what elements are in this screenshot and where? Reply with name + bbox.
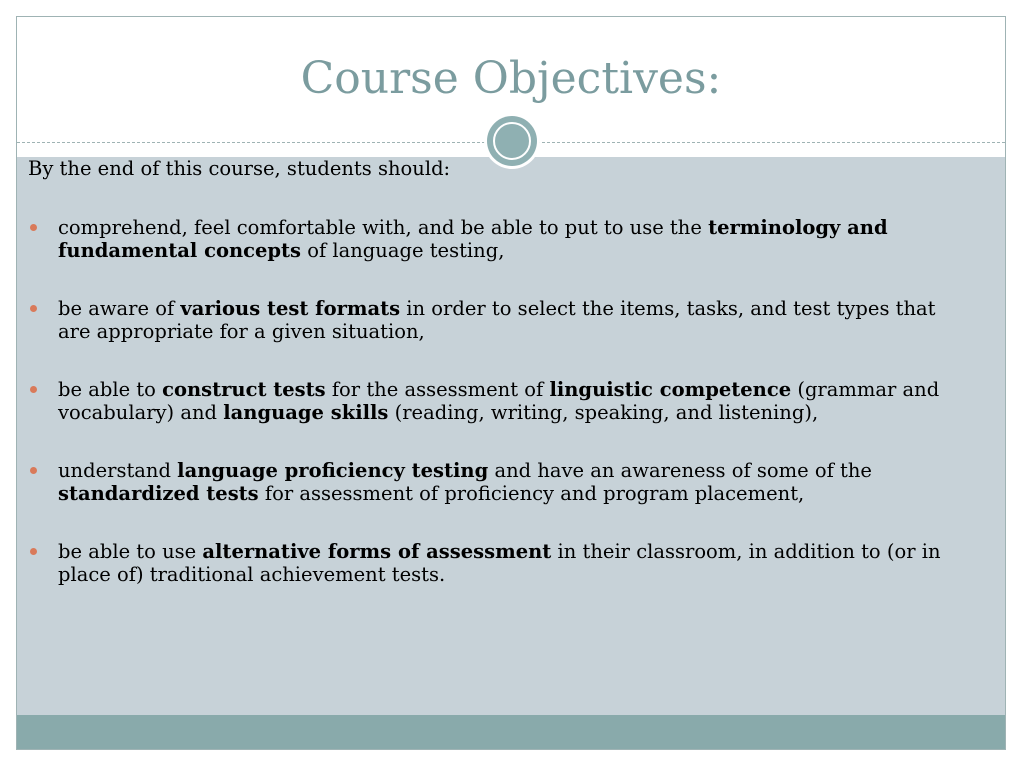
list-item: [28, 216, 960, 262]
list-item: [28, 297, 960, 343]
ring-inner: [493, 122, 531, 160]
bullet-dot-icon: [30, 305, 37, 312]
footer-bar: [17, 715, 1005, 750]
intro-text: By the end of this course, students should:: [28, 157, 451, 180]
bullet-text-part: for the assessment of: [325, 378, 550, 401]
bullet-text-part: be able to: [58, 378, 163, 401]
bullet-dot-icon: [30, 548, 37, 555]
bullet-text-part: (reading, writing, speaking, and listening),: [388, 401, 819, 424]
ring-outer: [487, 116, 537, 166]
bullet-text-part: in order to select the items, tasks, and test types that are appropriate for a given situation,: [58, 297, 936, 343]
circle-ring-icon: [484, 113, 540, 169]
bullet-text-part: be able to use: [58, 540, 203, 563]
slide-title: Course Objectives:: [300, 53, 722, 104]
bullet-text-part: comprehend, feel comfortable with, and be able to put to use the: [58, 216, 709, 239]
bullet-emphasis: various test formats: [180, 297, 401, 320]
bullet-emphasis: terminology and fundamental concepts: [58, 216, 888, 262]
bullet-dot-icon: [30, 224, 37, 231]
bullet-text-part: understand: [58, 459, 178, 482]
bullet-text-part: for assessment of proficiency and program placement,: [258, 482, 805, 505]
bullet-text-part: be aware of: [58, 297, 181, 320]
bullet-text-part: (grammar and vocabulary) and: [58, 378, 940, 424]
bullet-emphasis: standardized tests: [58, 482, 259, 505]
list-item: [28, 459, 960, 505]
bullet-emphasis: construct tests: [162, 378, 326, 401]
bullet-text-part: in their classroom, in addition to (or in place of) traditional achievement tests.: [58, 540, 941, 586]
bullet-emphasis: alternative forms of assessment: [202, 540, 552, 563]
list-item: [28, 378, 960, 424]
list-item: [28, 540, 960, 586]
bullet-emphasis: linguistic competence: [549, 378, 792, 401]
bullet-text-part: and have an awareness of some of the: [488, 459, 872, 482]
bullet-dot-icon: [30, 467, 37, 474]
bullet-emphasis: language proficiency testing: [177, 459, 489, 482]
bullet-dot-icon: [30, 386, 37, 393]
objectives-list: [28, 216, 960, 621]
bullet-emphasis: language skills: [223, 401, 389, 424]
bullet-text-part: of language testing,: [301, 239, 505, 262]
